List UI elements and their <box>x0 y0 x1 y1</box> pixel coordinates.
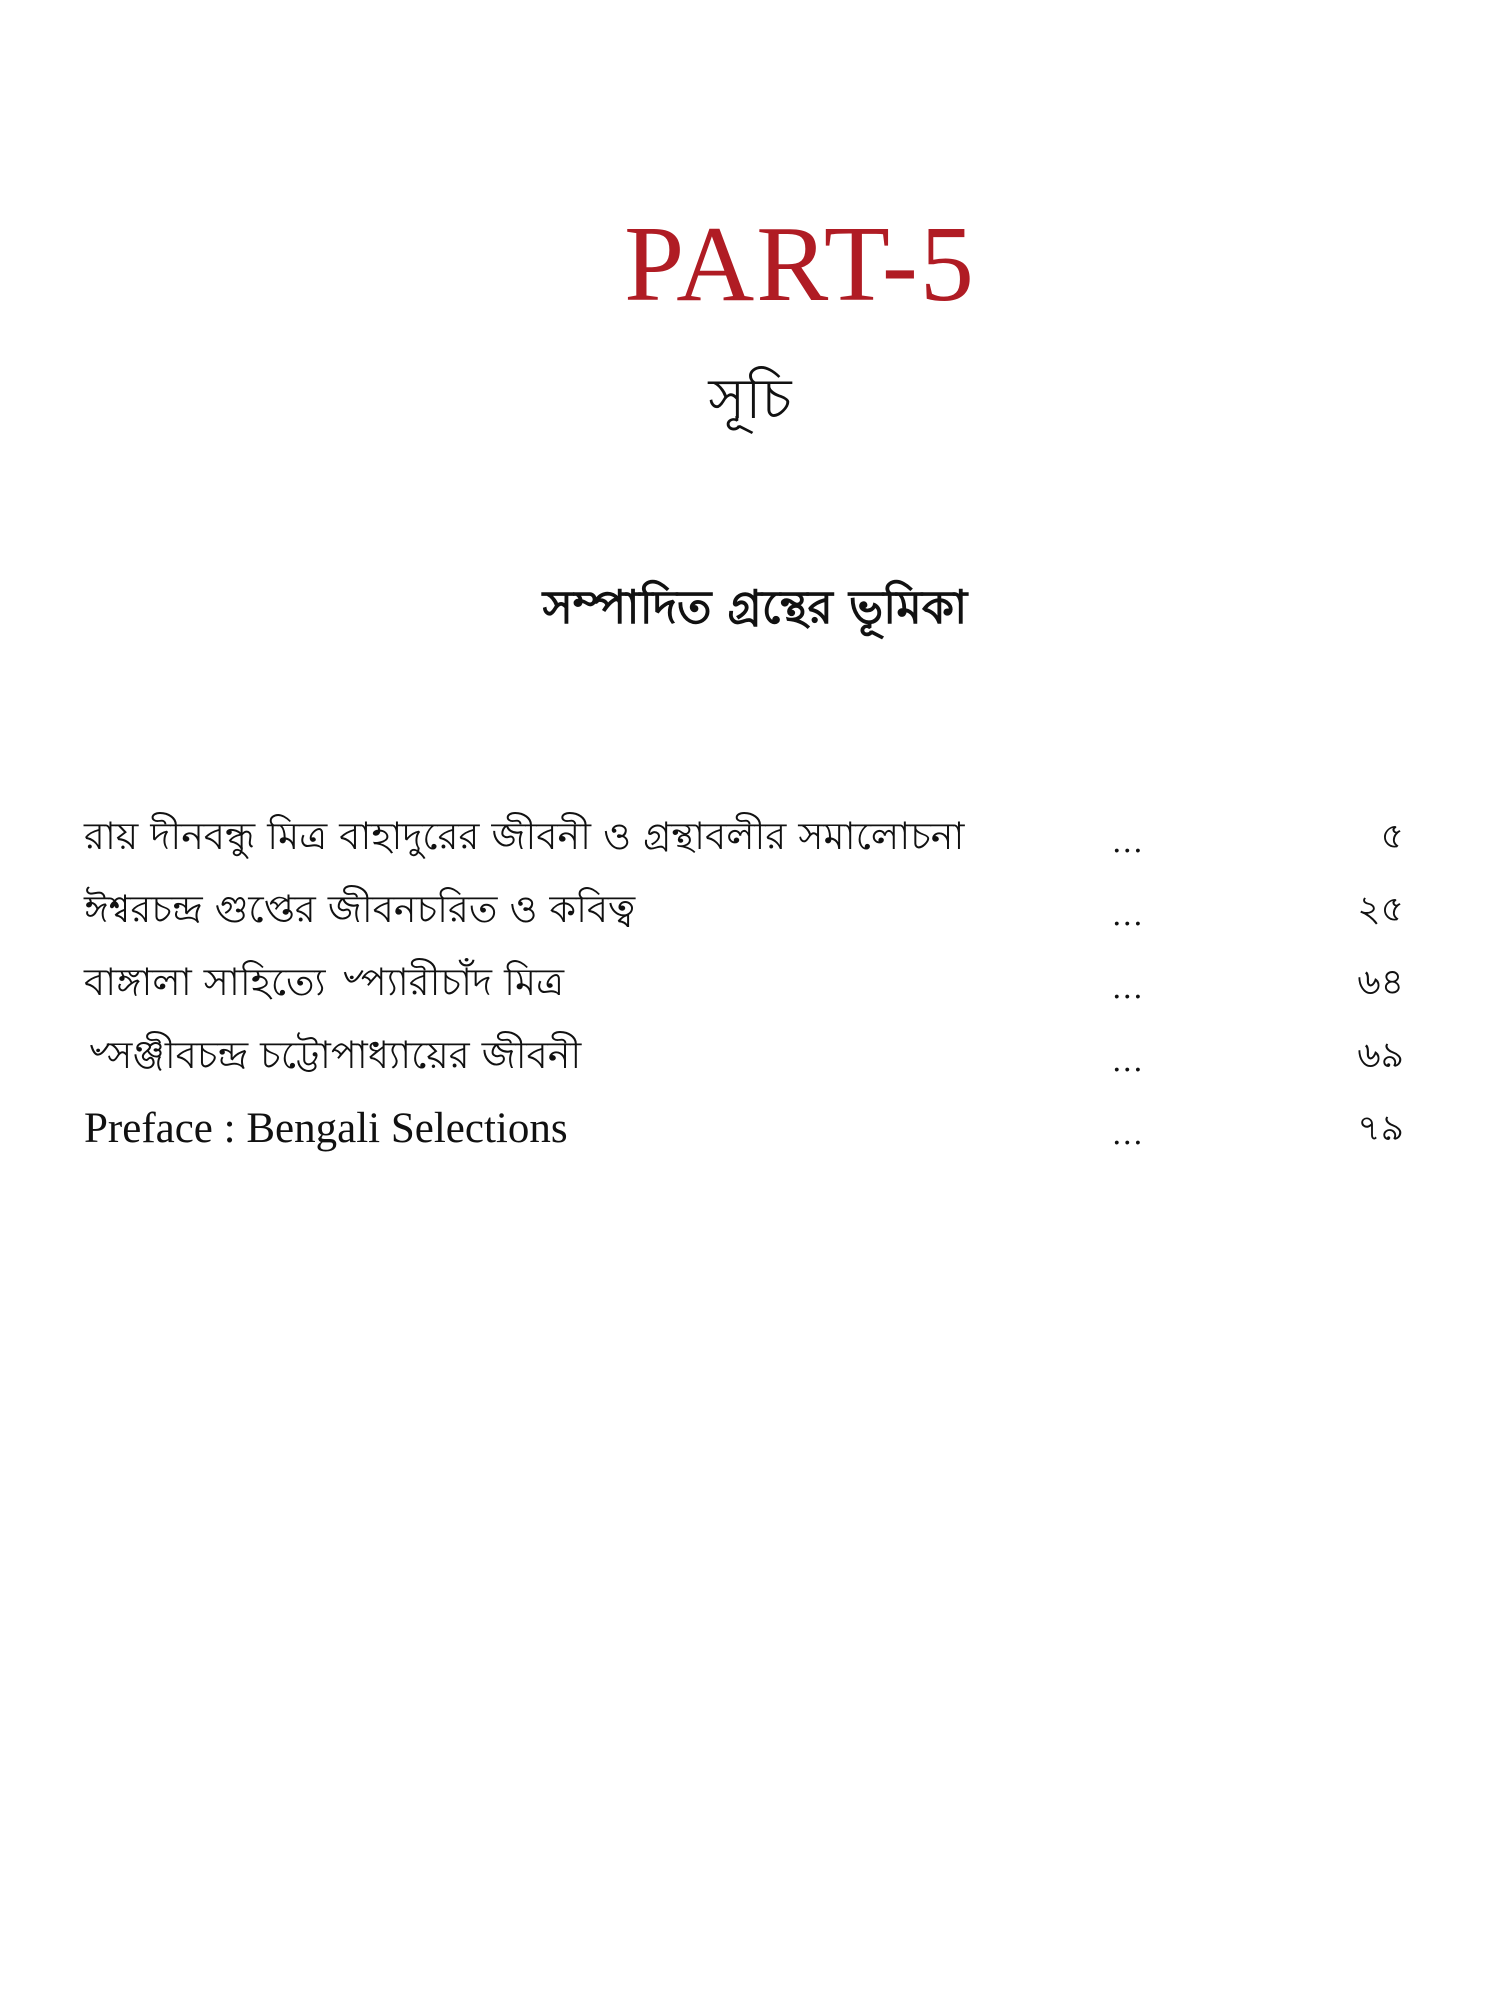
toc-entry-leader-dots: ... <box>1112 1117 1144 1152</box>
toc-entry <box>84 800 1404 873</box>
toc-entry-title: ৺সঞ্জীবচন্দ্র চট্টোপাধ্যায়ের জীবনী <box>84 1033 582 1077</box>
toc-entry <box>84 1019 1404 1092</box>
toc-entry <box>84 946 1404 1019</box>
toc-entry-page-number: ৭৯ <box>1357 1108 1404 1149</box>
toc-entry-leader-dots: ... <box>1112 971 1144 1006</box>
toc-entry-leader-dots: ... <box>1112 898 1144 933</box>
toc-entry-page-number: ৫ <box>1380 816 1404 857</box>
toc-entry-page-number: ২৫ <box>1357 889 1404 930</box>
toc-entry-title: ঈশ্বরচন্দ্র গুপ্তের জীবনচরিত ও কবিত্ব <box>84 887 636 931</box>
index-heading: সূচি <box>708 367 792 432</box>
toc-entry-title: রায় দীনবন্ধু মিত্র বাহাদুরের জীবনী ও গ্রন্থাবলীর সমালোচনা <box>84 814 965 858</box>
toc-entry <box>84 873 1404 946</box>
section-heading: সম্পাদিত গ্রন্থের ভূমিকা <box>542 580 968 634</box>
part-title: PART-5 <box>624 205 976 324</box>
toc-entry-title: বাঙ্গালা সাহিত্যে ৺প্যারীচাঁদ মিত্র <box>84 960 564 1004</box>
table-of-contents <box>84 800 1404 1165</box>
toc-entry-page-number: ৬৪ <box>1357 962 1404 1003</box>
toc-entry-leader-dots: ... <box>1112 825 1144 860</box>
toc-entry-leader-dots: ... <box>1112 1044 1144 1079</box>
toc-entry-title: Preface : Bengali Selections <box>84 1105 568 1152</box>
toc-entry-page-number: ৬৯ <box>1357 1035 1404 1076</box>
toc-entry <box>84 1092 1404 1165</box>
